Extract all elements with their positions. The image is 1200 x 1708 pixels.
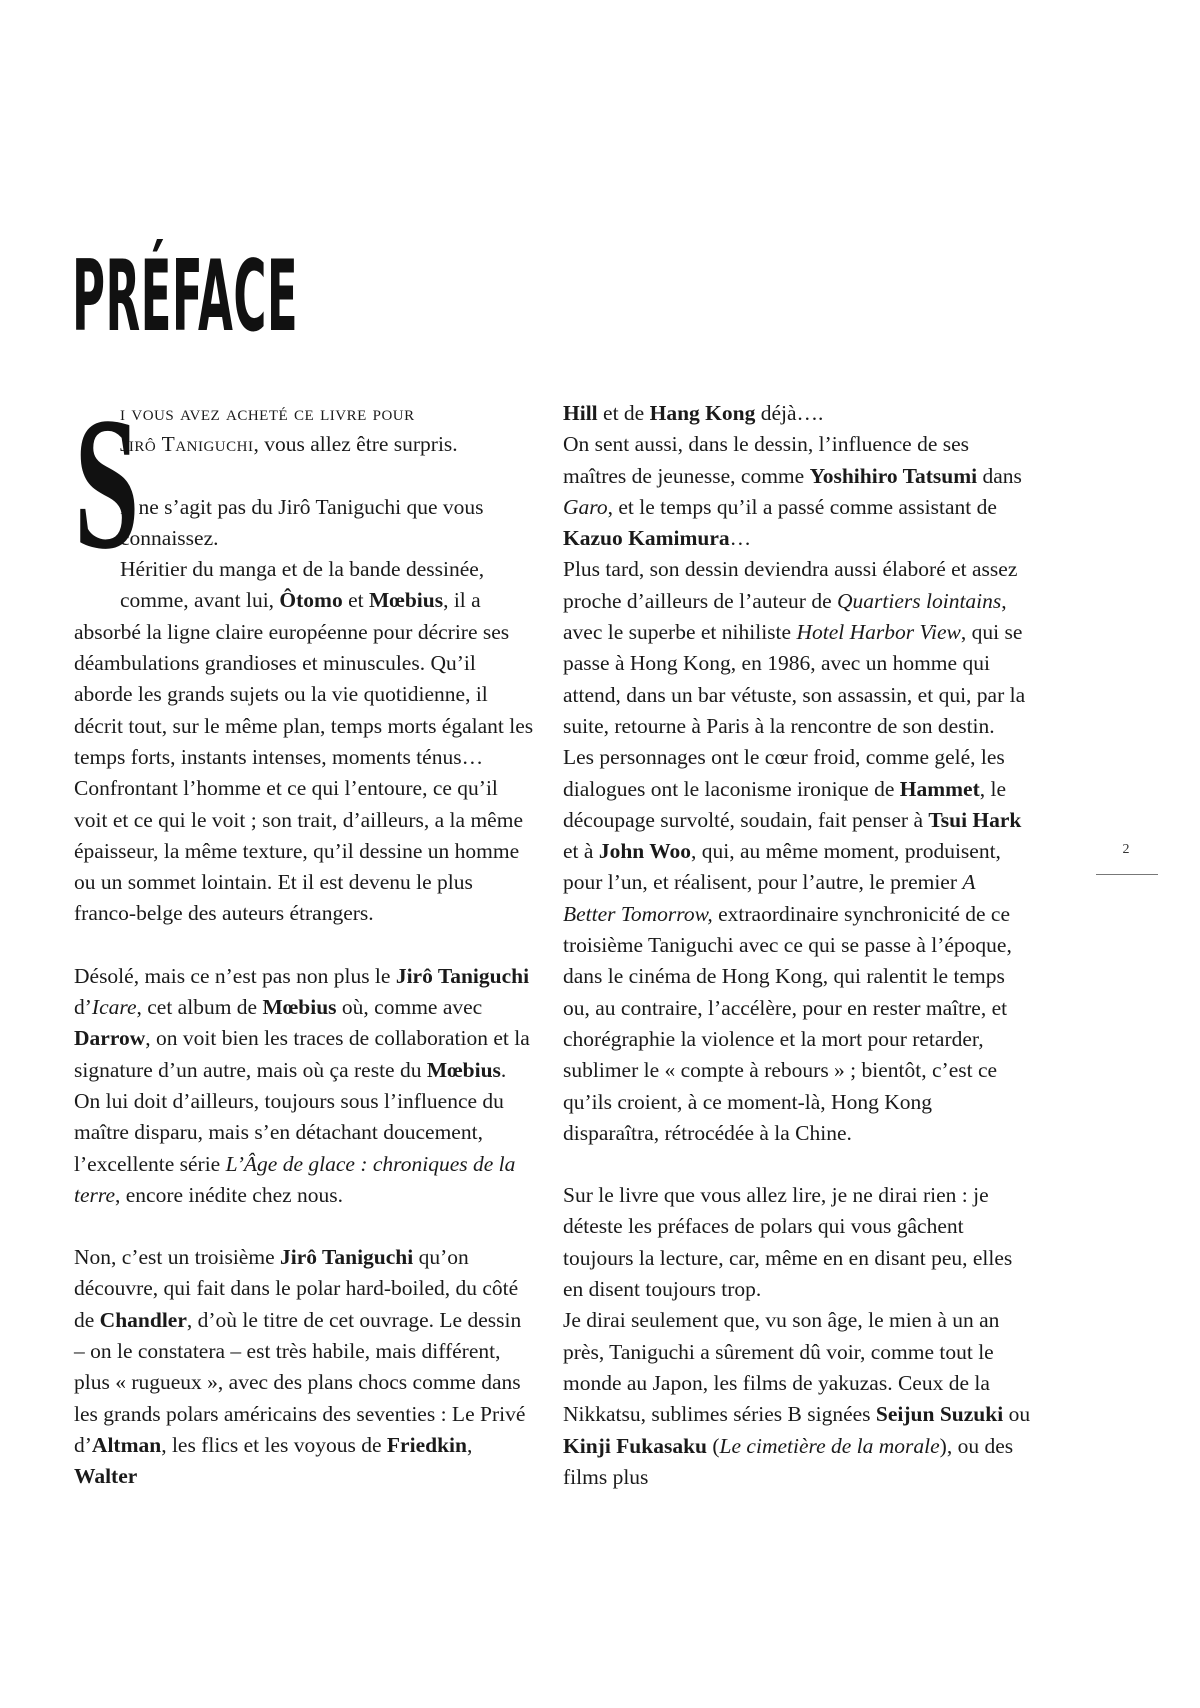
folio-rule: [1096, 874, 1158, 875]
page-number: 2: [1122, 842, 1130, 857]
paragraph: Hill et de Hang Kong déjà…. On sent aussi, dans le dessin, l’influence de ses maîtres de jeunesse, comme Yoshihiro Tatsumi dans Garo, et le temps qu’il a passé comme assistant de Kazuo Kamimura… Plus tard, son dessin deviendra aussi élaboré et assez proche d’ailleurs de l’auteur de Quartiers lointains, avec le superbe et nihiliste Hotel Harbor View, qui se passe à Hong Kong, en 1986, avec un homme qui attend, dans un bar vétuste, son assassin, et qui, par la suite, retourne à Paris à la rencontre de son destin. Les personnages ont le cœur froid, comme gelé, les dialogues ont le laconisme ironique de Hammet, le découpage survolté, soudain, fait penser à Tsui Hark et à John Woo, qui, au même moment, produisent, pour l’un, et réalisent, pour l’autre, le premier A Better Tomorrow, extraordinaire synchronicité de ce troisième Taniguchi avec ce qui se passe à l’époque, dans le cinéma de Hong Kong, qui ralentit le temps ou, au contraire, l’accélère, pour en rester maître, et chorégraphie la violence et la mort pour retarder, sublimer le « compte à rebours » ; bientôt, c’est ce qu’ils croient, à ce moment-là, Hong Kong disparaîtra, rétrocédée à la Chine.: [563, 401, 1026, 1145]
drop-cap: S: [74, 379, 140, 589]
paragraph: Non, c’est un troisième Jirô Taniguchi qu’on découvre, qui fait dans le polar hard-boiled, du côté de Chandler, d’où le titre de cet ouvrage. Le dessin – on le constatera – est très habile, mais différent, plus « rugueux », avec des plans chocs comme dans les grands polars américains des seventies : Le Privé d’Altman, les flics et les voyous de Friedkin, Walter: [74, 1245, 526, 1489]
paragraph: Il ne s’agit pas du Jirô Taniguchi que vous connaissez. Héritier du manga et de la bande dessinée, comme, avant lui, Ôtomo et Mœbius, il a absorbé la ligne claire européenne pour décrire ses déambulations grandioses et minuscules. Qu’il aborde les grands sujets ou la vie quotidienne, il décrit tout, sur le même plan, temps morts égalant les temps forts, instants intenses, moments ténus… Confrontant l’homme et ce qui l’entoure, ce qu’il voit et ce qui le voit ; son trait, d’ailleurs, a la même épaisseur, la même texture, qu’il dessine un homme ou un sommet lointain. Et il est devenu le plus franco-belge des auteurs étrangers.: [74, 494, 534, 926]
paragraph: Sur le livre que vous allez lire, je ne dirai rien : je déteste les préfaces de polars qui vous gâchent toujours la lecture, car, même en en disant peu, elles en disent toujours trop. Je dirai seulement que, vu son âge, le mien à un an près, Taniguchi a sûrement dû voir, comme tout le monde au Japon, les films de yakuzas. Ceux de la Nikkatsu, sublimes séries B signées Seijun Suzuki ou Kinji Fukasaku (Le cimetière de la morale), ou des films plus: [563, 1183, 1031, 1489]
lead-line: i vous avez acheté ce livre pour Jirô Taniguchi, vous allez être surpris.: [120, 401, 458, 457]
left-column: [74, 379, 534, 1493]
right-column: [563, 398, 1033, 1493]
page-title: PRÉFACE: [72, 240, 299, 354]
paragraph: Désolé, mais ce n’est pas non plus le Jirô Taniguchi d’Icare, cet album de Mœbius où, comme avec Darrow, on voit bien les traces de collaboration et la signature d’un autre, mais où ça reste du Mœbius. On lui doit d’ailleurs, toujours sous l’influence du maître disparu, mais s’en détachant doucement, l’excellente série L’Âge de glace : chroniques de la terre, encore inédite chez nous.: [74, 963, 530, 1207]
